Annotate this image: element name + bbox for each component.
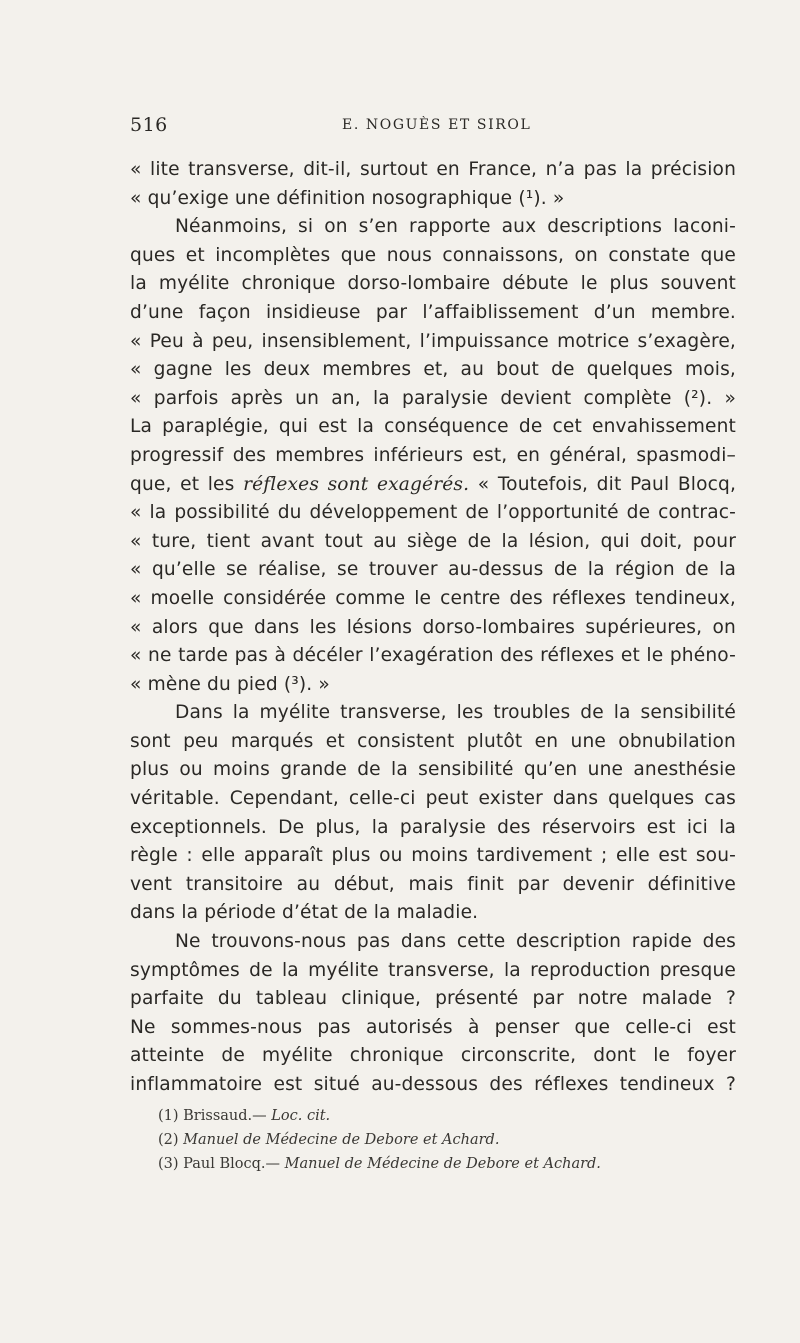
text-line: vent transitoire au début, mais finit par devenir définitive [130,873,736,895]
footnote-number: (2) [158,1132,179,1148]
running-head [130,114,736,144]
text-line: inflammatoire est situé au-dessous des réflexes tendineux ? [130,1074,736,1095]
text-line: « ture, tient avant tout au siège de la lésion, qui doit, pour [130,530,736,552]
text-run: que, et les [130,473,244,495]
text-line: progressif des membres inférieurs est, en général, spasmodi– [130,444,736,466]
text-line: « parfois après un an, la paralysie devient complète (²). » [130,387,736,409]
text-line: d’une façon insidieuse par l’affaiblissement d’un membre. [130,301,736,323]
text-line: La paraplégie, qui est la conséquence de cet envahissement [130,416,736,438]
footnote-italic: Manuel de Médecine de Debore et Achard. [183,1132,500,1148]
text-line: ques et incomplètes que nous connaissons, on constate que [130,244,736,266]
footnote-number: (1) [158,1108,179,1124]
text-line: atteinte de myélite chronique circonscrite, dont le foyer [130,1045,736,1067]
text-line: dans la période d’état de la maladie. [130,902,479,924]
text-line: la myélite chronique dorso-lombaire débute le plus souvent [130,273,736,295]
text-line: Dans la myélite transverse, les troubles de la sensibilité [175,702,736,724]
text-line: sont peu marqués et consistent plutôt en une obnubilation [130,730,736,752]
text-line: Ne trouvons-nous pas dans cette description rapide des [175,931,736,953]
footnote [158,1104,718,1128]
text-line: « ne tarde pas à décéler l’exagération des réflexes et le phéno- [130,645,736,667]
footnote [158,1152,718,1176]
text-line: plus ou moins grande de la sensibilité qu’en une anesthésie [130,759,736,781]
text-line: Néanmoins, si on s’en rapporte aux descriptions laconi- [175,216,736,238]
running-title: E. NOGUÈS ET SIROL [342,117,532,133]
text-line: exceptionnels. De plus, la paralysie des réservoirs est ici la [130,816,736,838]
text-line: « gagne les deux membres et, au bout de quelques mois, [130,359,736,381]
footnote-number: (3) [158,1156,179,1172]
text-line: « qu’exige une définition nosographique (¹). » [130,187,565,209]
text-line: « qu’elle se réalise, se trouver au-dessus de la région de la [130,559,736,581]
text-run: « Toutefois, dit Paul Blocq, [469,473,736,495]
text-line: « lite transverse, dit-il, surtout en France, n’a pas la précision [130,159,736,180]
text-line: Ne sommes-nous pas autorisés à penser que celle-ci est [130,1016,736,1038]
text-line: véritable. Cependant, celle-ci peut exister dans quelques cas [130,788,736,810]
footnote-italic: Loc. cit. [271,1108,331,1124]
text-line: « la possibilité du développement de l’opportunité de contrac- [130,502,736,524]
text-line: symptômes de la myélite transverse, la reproduction presque [130,959,736,981]
text-line: « Peu à peu, insensiblement, l’impuissance motrice s’exagère, [130,330,736,352]
text-line: « mène du pied (³). » [130,673,330,695]
text-line: règle : elle apparaît plus ou moins tardivement ; elle est sou- [130,845,736,867]
text-line: parfaite du tableau clinique, présenté par notre malade ? [130,988,736,1010]
text-line: « alors que dans les lésions dorso-lombaires supérieures, on [130,616,736,638]
footnotes [158,1104,718,1176]
italic-phrase: réflexes sont exagérés. [243,473,470,495]
footnote-italic: Manuel de Médecine de Debore et Achard. [284,1156,601,1172]
body-text [130,156,736,1100]
footnote-text: Brissaud.— [183,1108,272,1124]
page-number: 516 [130,114,168,136]
footnote-text: Paul Blocq.— [183,1156,285,1172]
footnote [158,1128,718,1152]
text-line: « moelle considérée comme le centre des réflexes tendineux, [130,587,736,609]
text-line-with-italic [130,471,736,500]
